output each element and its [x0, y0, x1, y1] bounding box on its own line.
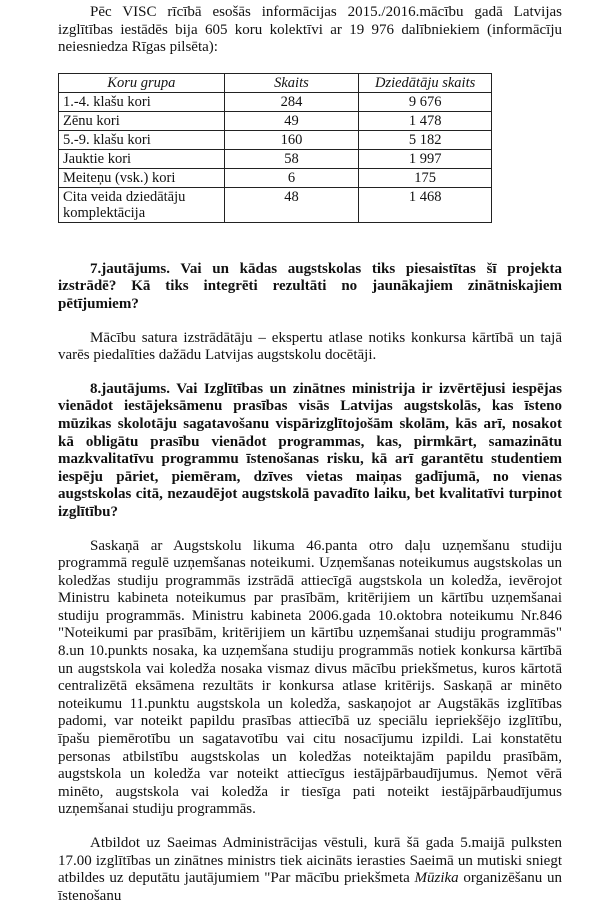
- table-row: [59, 187, 492, 222]
- cell-group: Zēnu kori: [59, 111, 225, 130]
- cell-count: 49: [224, 111, 359, 130]
- header-count: Skaits: [224, 73, 359, 92]
- closing-text-after: organizēšanu un īstenošanu: [58, 870, 562, 904]
- cell-count: 160: [224, 130, 359, 149]
- cell-group: Jauktie kori: [59, 149, 225, 168]
- answer-7: Mācību satura izstrādātāju – ekspertu atlase notiks konkursa kārtībā un tajā varēs piedalīties dažādu Latvijas augstskolu docētāji.: [58, 329, 562, 364]
- table-row: [59, 149, 492, 168]
- cell-singers: 175: [359, 168, 492, 187]
- cell-count: 6: [224, 168, 359, 187]
- cell-count: 48: [224, 187, 359, 222]
- table-header-row: [59, 73, 492, 92]
- cell-singers: 1 468: [359, 187, 492, 222]
- document-page: [58, 4, 562, 905]
- question-7: 7.jautājums. Vai un kādas augstskolas tiks piesaistītas šī projekta izstrādē? Kā tiks integrēti rezultāti no jaunākajiem zinātniskajiem pētījumiem?: [58, 260, 562, 312]
- cell-group: Cita veida dziedātāju komplektācija: [59, 187, 225, 222]
- cell-singers: 5 182: [359, 130, 492, 149]
- cell-group: 5.-9. klašu kori: [59, 130, 225, 149]
- table-row: [59, 168, 492, 187]
- cell-singers: 9 676: [359, 92, 492, 111]
- choir-statistics-table: [58, 73, 492, 223]
- cell-singers: 1 478: [359, 111, 492, 130]
- table-row: [59, 130, 492, 149]
- header-singer-count: Dziedātāju skaits: [359, 73, 492, 92]
- header-choir-group: Koru grupa: [59, 73, 225, 92]
- cell-singers: 1 997: [359, 149, 492, 168]
- closing-text-before: Atbildot uz Saeimas Administrācijas vēstuli, kurā šā gada 5.maijā pulksten 17.00 izglītības un zinātnes ministrs tiek aicināts ierasties Saeimā un mutiski sniegt atbildes uz deputātu jautājumiem "Par mācību priekšmeta: [58, 835, 562, 887]
- table-row: [59, 111, 492, 130]
- cell-count: 58: [224, 149, 359, 168]
- closing-paragraph: [58, 835, 562, 905]
- cell-count: 284: [224, 92, 359, 111]
- cell-group: Meiteņu (vsk.) kori: [59, 168, 225, 187]
- table-row: [59, 92, 492, 111]
- intro-paragraph: Pēc VISC rīcībā esošās informācijas 2015./2016.mācību gadā Latvijas izglītības iestādēs bija 605 koru kolektīvi ar 19 976 dalībniekiem (informācīju neiesniedza Rīgas pilsēta):: [58, 4, 562, 56]
- answer-8: Saskaņā ar Augstskolu likuma 46.panta otro daļu uzņemšanu studiju programmā regulē uzņemšanas noteikumi. Uzņemšanas noteikumus augstskolas un koledžas studiju programmās izstrādā attiecīgā augstskola un koledža, ievērojot Ministru kabineta noteikumus par prasībām, kritērijiem un kārtību uzņemšanai studiju programmās. Ministru kabineta 2006.gada 10.oktobra noteikumu Nr.846 "Noteikumi par prasībām, kritērijiem un kārtību uzņemšanai studiju programmās" 8.un 10.punkts nosaka, ka uzņemšana studiju programmās notiek konkursa kārtībā un augstskola vai koledža nosaka vismaz divus mācību priekšmetus, kuros kārtotā centralizētā eksāmena rezultāts ir konkursa atlase kritērijs. Saskaņā ar minēto noteikumu 11.punktu augstskola un koledža, saskaņojot ar Augstākās izglītības padomi, var noteikt papildu prasības attiecībā uz speciālu iepriekšējo izglītību, īpašu piemērotību un sagatavotību vai citu nosacījumu izpildi. Lai konstatētu personas atbilstību augstskolas un koledžas noteiktajām papildu prasībām, augstskola un koledža var noteikt attiecīgus iestājpārbaudījumus. Ņemot vērā minēto, augstskola vai koledža ir tiesīga pati noteikt iestājpārbaudījumus uzņemšanai studiju programmās.: [58, 537, 562, 818]
- question-8: 8.jautājums. Vai Izglītības un zinātnes ministrija ir izvērtējusi iespējas vienādot iestājeksāmenu prasības visās Latvijas augstskolās, kas īsteno mūzikas skolotāju sagatavošanu vispārizglītojošām skolām, kās arī, nosakot kā obligātu prasību vienādot programmas, kas, pirmkārt, samazinātu mazkvalitatīvu programmu īstenošanas risku, kā arī garantētu studentiem iespēju pāriet, piemēram, dzīves vietas maiņas gadījumā, no vienas augstskolas citā, nezaudējot augstskolā pavadīto laiku, bet kvalitatīvi turpinot izglītību?: [58, 380, 562, 520]
- cell-group: 1.-4. klašu kori: [59, 92, 225, 111]
- closing-subject-italic: Mūzika: [414, 870, 459, 887]
